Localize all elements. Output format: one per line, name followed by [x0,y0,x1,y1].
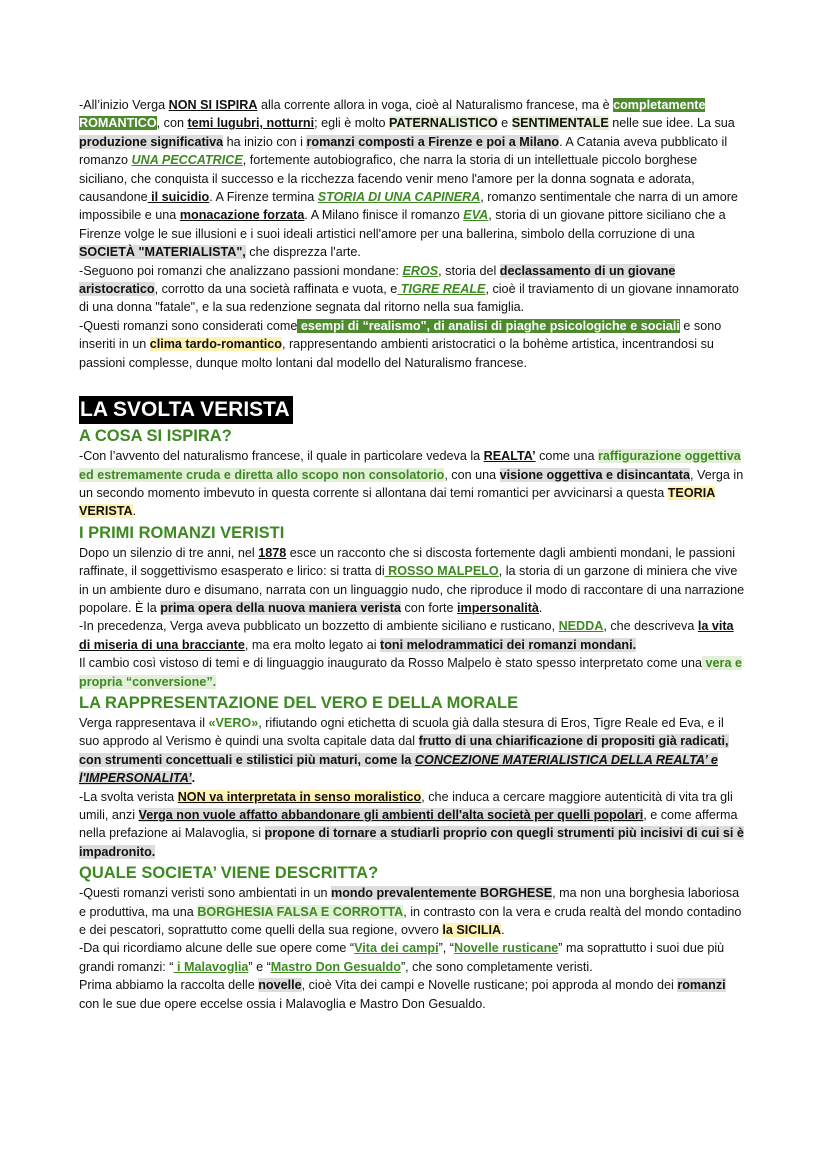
text-run: la vita di miseria di una bracciante [79,619,734,652]
text-run: -Con l’avvento del naturalismo francese, il quale in particolare vedeva la [79,449,484,464]
text-run: esempi di “realismo", di analisi di piaghe psicologiche e sociali [297,318,680,333]
text-run: , Verga in un secondo momento imbevuto in questa corrente si allontana dai temi romantici per avvicinarsi a questa [79,467,744,500]
text-run: , storia di un giovane pittore siciliano che a Firenze volge le sue illusioni e i suoi ideali artistici nell'amore per una ballerina, simbolo della corruzione di una [79,208,726,241]
text-run: , rifiutando ogni etichetta di scuola già dalla stesura di Eros, Tigre Reale ed Eva, e il suo approdo al Verismo è quindi una svolta capitale data dal [79,715,724,749]
text-run: . A Catania aveva pubblicato il romanzo [79,134,728,168]
text-run: CONCEZIONE MATERIALISTICA DELLA REALTA’ e l'IMPERSONALITA’ [79,752,718,786]
text-run: , in contrasto con la vera e cruda realtà del mondo contadino e dei pescatori, soprattutto come quelli della sua regione, ovvero [79,904,742,938]
paragraph-borghesia [79,884,747,939]
intro-paragraph-2 [79,262,747,317]
text-run: propone di tornare a studiarli proprio con quegli strumenti più incisivi di cui si è impadronito. [79,826,744,859]
document-page [79,96,747,1013]
paragraph-vero [79,714,747,788]
text-run: con forte [401,600,458,615]
text-run: mondo prevalentemente BORGHESE [331,886,553,901]
text-run: SOCIETÀ "MATERIALISTA", [79,245,246,260]
paragraph-nedda [79,617,747,654]
text-run: -La svolta verista [79,789,178,804]
text-run: UNA PECCATRICE [131,153,243,168]
text-run: PATERNALISTICO [389,116,498,131]
text-run: , rappresentando ambienti aristocratici o la bohème artistica, incentrandosi su passioni complesse, dunque molto lontani dal modello del Naturalismo francese. [79,337,714,370]
text-run: che disprezza l'arte. [245,245,361,260]
text-run: produzione significativa [79,134,224,149]
text-run: ; egli è molto [314,116,389,131]
text-run: con le sue due opere eccelse ossia i Malavoglia e Mastro Don Gesualdo. [79,996,486,1011]
paragraph-moralistico [79,788,747,862]
text-run: «VERO» [208,715,259,730]
text-run: , fortemente autobiografico, che narra la storia di un intellettuale piccolo borghese siciliano, che conquista il successo e la ricchezza facendo venir meno l'amore per la donna sognata e adorata, causandone [79,153,698,205]
intro-paragraph-3 [79,317,747,372]
paragraph-novelle-romanzi [79,976,747,1013]
heading-primi-romanzi-veristi: I PRIMI ROMANZI VERISTI [79,523,285,542]
text-run: Prima abbiamo la raccolta delle [79,978,259,993]
text-run: i Malavoglia [173,959,249,974]
text-run: , storia del [438,263,500,278]
paragraph-rosso-malpelo [79,544,747,618]
text-run: BORGHESIA FALSA E CORROTTA [197,904,404,919]
text-run: romanzi composti a Firenze e poi a Milano [306,134,560,149]
text-run: , con [156,116,188,131]
text-run: 1878 [258,545,287,560]
paragraph-ispira [79,447,747,521]
text-run: -Questi romanzi sono considerati come [79,318,298,333]
text-run: nelle sue idee. La sua [608,116,735,131]
text-run: , e come afferma nella prefazione ai Malavoglia, si [79,808,738,841]
section-title: LA SVOLTA VERISTA [79,396,293,424]
text-run: STORIA DI UNA CAPINERA [317,190,481,205]
text-run: clima tardo-romantico [149,337,282,352]
text-run: frutto di una chiarificazione di propositi già radicati, con strumenti concettuali e stilistici più maturi, come la [79,734,729,767]
text-run: come una [535,449,598,464]
text-run: -All’inizio Verga [79,98,169,112]
text-run: -Questi romanzi veristi sono ambientati in un [79,886,331,901]
text-run: ”, “ [438,941,454,956]
intro-paragraph-1 [79,96,747,262]
text-run: impersonalità [457,600,539,615]
text-run: toni melodrammatici dei romanzi mondani. [380,637,637,652]
text-run: TIGRE REALE [397,282,486,297]
text-run: ” ma soprattutto i suoi due più grandi romanzi: “ [79,941,725,974]
text-run: raffigurazione oggettiva ed estremamente cruda e diretta allo scopo non consolatorio [79,449,741,482]
text-run: , corrotto da una società raffinata e vuota, e [154,282,398,297]
text-run: temi lugubri, notturni [187,116,315,131]
text-run: novelle [258,978,302,993]
text-run: monacazione forzata [179,208,305,223]
text-run: , ma era molto legato ai [244,637,380,652]
text-run: Vita dei campi [354,941,439,956]
text-run: -Seguono poi romanzi che analizzano passioni mondane: [79,263,403,278]
text-run: NON SI ISPIRA [168,98,258,112]
paragraph-opere [79,939,747,976]
text-run: , romanzo sentimentale che narra di un amore impossibile e una [79,190,738,223]
text-run: visione oggettiva e disincantata [499,467,690,482]
text-run: Il cambio così vistoso di temi e di linguaggio inaugurato da Rosso Malpelo è stato spesso interpretato come una [79,656,703,671]
text-run: NEDDA [558,619,604,634]
text-run: . [501,923,505,938]
text-run: Verga non vuole affatto abbandonare gli ambienti dell'alta società per quelli popolari [138,808,644,822]
text-run: il suicidio [147,190,210,205]
text-run: ”, che sono completamente veristi. [400,959,593,974]
text-run: Dopo un silenzio di tre anni, nel [79,545,259,560]
text-run: Verga rappresentava il [79,715,209,730]
text-run: vera e propria “conversione”. [79,656,742,689]
text-run: , con una [444,467,500,482]
text-run: . A Milano finisce il romanzo [304,208,464,223]
text-run: , la storia di un garzone di miniera che vive in un ambiente duro e disumano, narrata con un linguaggio nudo, che riproduce il modo di raccontare di una narrazione popolare. È la [79,564,745,615]
text-run: ” e “ [248,959,271,974]
text-run: EROS [402,263,439,278]
text-run: Mastro Don Gesualdo [270,959,401,974]
heading-rappresentazione-vero: LA RAPPRESENTAZIONE DEL VERO E DELLA MORALE [79,693,519,712]
text-run: ROSSO MALPELO [384,564,499,579]
text-run: Novelle rusticane [453,941,559,956]
text-run: , cioè Vita dei campi e Novelle rusticane; poi approda al mondo dei [301,978,678,993]
text-run: . [538,600,543,615]
text-run: . A Firenze termina [209,190,318,205]
paragraph-conversione [79,654,747,691]
text-run: la SICILIA [442,923,502,938]
text-run: e [497,116,512,131]
heading-quale-societa: QUALE SOCIETA’ VIENE DESCRITTA? [79,864,379,883]
text-run: completamente ROMANTICO [79,98,706,131]
text-run: , ma non una borghesia laboriosa e produttiva, ma una [79,886,740,919]
text-run: -Da qui ricordiamo alcune delle sue opere come “ [79,941,355,956]
text-run: alla corrente allora in voga, cioè al Naturalismo francese, ma è [257,98,614,112]
text-run: -In precedenza, Verga aveva pubblicato un bozzetto di ambiente siciliano e rusticano, [79,619,559,634]
heading-a-cosa-si-ispira: A COSA SI ISPIRA? [79,427,232,446]
text-run: , che descriveva [603,619,698,634]
text-run: prima opera della nuova maniera verista [160,600,402,615]
text-run: , cioè il traviamento di un giovane innamorato di una donna "fatale", e la sua redenzione segnata dal ritorno nella sua famiglia. [79,282,739,315]
text-run: esce un racconto che si discosta fortemente dagli ambienti mondani, le passioni raffinate, il soggettivismo esasperato e lirico: si tratta di [79,545,735,579]
text-run: . [132,504,137,519]
text-run: EVA [463,208,489,223]
text-run: SENTIMENTALE [511,116,609,131]
text-run: romanzi [677,978,726,993]
text-run: REALTA’ [483,449,536,464]
text-run: TEORIA VERISTA [79,485,716,519]
text-run: NON va interpretata in senso moralistico [177,789,422,804]
text-run: , che induca a cercare maggiore autenticità di vita tra gli umili, anzi [79,789,733,822]
text-run: e sono inseriti in un [79,318,722,352]
text-run: ha inizio con i [223,134,307,149]
text-run: . [191,771,196,786]
text-run: declassamento di un giovane aristocratico [79,263,676,297]
